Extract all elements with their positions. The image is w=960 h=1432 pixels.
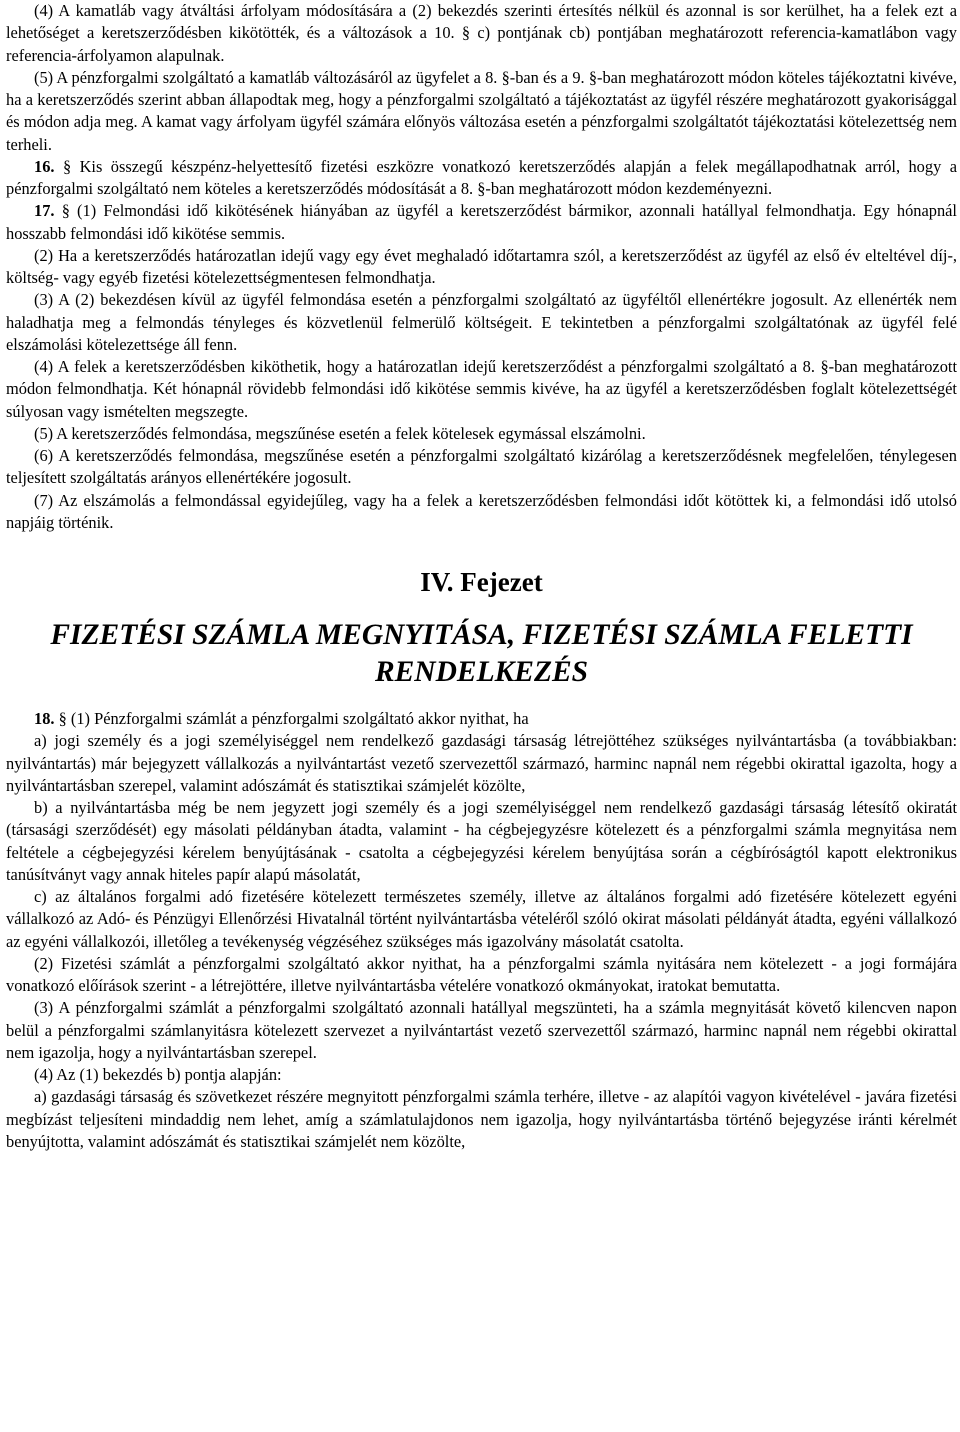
paragraph-text: b) a nyilvántartásba még be nem jegyzett jogi személy és a jogi személyiséggel nem rendelkező gazdasági társaság létesítő okiratát (társasági szerződését) egy másolati példányban átadta, valamint - ha cégbejegyzésre kötelezett és a pénzforgalmi számla megnyitása nem feltétele a cégbejegyzési kérelem benyújtásának - csatolta a cégbejegyzési kérelem benyújtása során a cégbíróságtól kapott elektronikus tanúsítványt vagy annak hiteles papír alapú másolatát, xyxy=(6,798,957,884)
paragraph xyxy=(6,490,957,535)
paragraph xyxy=(6,445,957,490)
paragraph xyxy=(6,953,957,998)
section-top xyxy=(6,0,957,534)
paragraph-text: (3) A pénzforgalmi számlát a pénzforgalmi szolgáltató azonnali hatállyal megszünteti, ha a számla megnyitását követő kilencven napon belül a pénzforgalmi számlanyitásra kötelezett szervezet a nyilvántartást vezető szervezettől származó, harminc napnál nem régebbi okirattal nem igazolja, hogy a nyilvántartásban szerepel. xyxy=(6,998,957,1062)
chapter-heading: IV. Fejezet xyxy=(420,567,543,597)
paragraph xyxy=(6,1064,957,1086)
paragraph xyxy=(6,997,957,1064)
paragraph xyxy=(6,245,957,290)
paragraph xyxy=(6,730,957,797)
paragraph xyxy=(6,200,957,245)
paragraph-text: (7) Az elszámolás a felmondással egyidejűleg, vagy ha a felek a keretszerződésben felmondási időt kötöttek ki, a felmondási idő utolsó napjáig történik. xyxy=(6,490,957,532)
paragraph xyxy=(6,356,957,423)
chapter-title: FIZETÉSI SZÁMLA MEGNYITÁSA, FIZETÉSI SZÁMLA FELETTI RENDELKEZÉS xyxy=(50,619,913,688)
paragraph-text: a) jogi személy és a jogi személyiséggel nem rendelkező gazdasági társaság létrejöttéhez szükséges nyilvántartásba (a továbbiakban: nyilvántartás) már bejegyzett vállalkozás a nyilvántartást vezető szervezettől származó, harminc napnál nem régebbi okirattal igazolta, hogy a nyilvántartásban szerepel, valamint adószámát és statisztikai számjelét közölte, xyxy=(6,731,957,795)
paragraph xyxy=(6,886,957,953)
paragraph-text: (5) A keretszerződés felmondása, megszűnése esetén a felek kötelesek egymással elszámolni. xyxy=(34,423,646,443)
paragraph-text: (5) A pénzforgalmi szolgáltató a kamatláb változásáról az ügyfelet a 8. §-ban és a 9. §-ban meghatározott módon köteles tájékoztatni kivéve, ha a keretszerződés szerint abban állapodtak meg, hogy a pénzforgalmi szolgáltató a tájékoztatást az ügyfél részére meghatározott gyakorisággal és módon adja meg. A kamat vagy árfolyam ügyfél számára előnyös változása esetén a pénzforgalmi szolgáltatót tájékoztatási kötelezettség nem terheli. xyxy=(6,67,957,154)
paragraph-text: § (1) Felmondási idő kikötésének hiányában az ügyfél a keretszerződést bármikor, azonnali hatállyal felmondhatja. Egy hónapnál hosszabb felmondási idő kikötése semmis. xyxy=(6,201,957,243)
paragraph-text: § Kis összegű készpénz-helyettesítő fizetési eszközre vonatkozó keretszerződés alapján a felek megállapodhatnak arról, hogy a pénzforgalmi szolgáltató nem köteles a keretszerződés módosítását a 8. §-ban meghatározott módon kezdeményezni. xyxy=(6,156,957,198)
paragraph xyxy=(6,67,957,156)
paragraph xyxy=(6,289,957,356)
paragraph xyxy=(6,156,957,201)
paragraph-text: (4) Az (1) bekezdés b) pontja alapján: xyxy=(34,1065,282,1084)
paragraph xyxy=(6,797,957,886)
section-number: 16. xyxy=(34,156,55,176)
paragraph-text: (6) A keretszerződés felmondása, megszűnése esetén a pénzforgalmi szolgáltató kizárólag a keretszerződésnek megfelelően, ténylegesen teljesített szolgáltatás arányos ellenértékére jogosult. xyxy=(6,446,957,488)
paragraph-text: (4) A felek a keretszerződésben kiköthetik, hogy a határozatlan idejű keretszerződést a pénzforgalmi szolgáltató a 8. §-ban meghatározott módon felmondhatja. Két hónapnál rövidebb felmondási idő kikötése semmis kivéve, ha az ügyfél a keretszerződésben foglalt kötelezettségét súlyosan vagy ismételten megszegte. xyxy=(6,357,957,421)
paragraph-text: (2) Fizetési számlát a pénzforgalmi szolgáltató akkor nyithat, ha a pénzforgalmi számla nyitására nem kötelezett - a jogi formájára vonatkozó előírások szerint - a létrejöttére, illetve nyilvántartásba vételére vonatkozó okmányokat, iratokat bemutatta. xyxy=(6,953,957,995)
section-number: 18. xyxy=(34,709,55,728)
paragraph xyxy=(6,423,957,445)
paragraph xyxy=(6,708,957,730)
paragraph-text: a) gazdasági társaság és szövetkezet részére megnyitott pénzforgalmi számla terhére, illetve - az alapítói vagyon kivételével - javára fizetési megbízást teljesíteni mindaddig nem lehet, amíg a számlatulajdonos nem igazolja, hogy nyilvántartásba történő bejegyzése iránti kérelmét benyújtotta, valamint adószámát és statisztikai számjelét nem közölte, xyxy=(6,1087,957,1151)
document-body xyxy=(6,0,957,1153)
section-number: 17. xyxy=(34,201,55,221)
paragraph-text: (3) A (2) bekezdésen kívül az ügyfél felmondása esetén a pénzforgalmi szolgáltató az ügyféltől ellenértékre jogosult. Az ellenérték nem haladhatja meg a felmondás tényleges és közvetlenül felmerülő költségeit. E tekintetben a pénzforgalmi szolgáltatónak az ügyfél felé elszámolási kötelezettsége áll fenn. xyxy=(6,290,957,354)
section-bottom xyxy=(6,708,957,1153)
paragraph-text: (4) A kamatláb vagy átváltási árfolyam módosítására a (2) bekezdés szerinti értesítés nélkül és azonnal is sor kerülhet, ha a felek ezt a lehetőséget a keretszerződésben kikötötték, és a változások a 10. § c) pontjának cb) pontjában meghatározott referencia-kamatlábon vagy referencia-árfolyamon alapulnak. xyxy=(6,1,957,65)
paragraph-text: § (1) Pénzforgalmi számlát a pénzforgalmi szolgáltató akkor nyithat, ha xyxy=(58,709,529,728)
paragraph-text: (2) Ha a keretszerződés határozatlan idejű vagy egy évet meghaladó időtartamra szól, a keretszerződést az ügyfél az első év elteltével díj-, költség- vagy egyéb fizetési kötelezettségmentesen felmondhatja. xyxy=(6,245,957,287)
paragraph xyxy=(6,1086,957,1153)
paragraph-text: c) az általános forgalmi adó fizetésére kötelezett természetes személy, illetve az általános forgalmi adó fizetésére kötelezett egyéni vállalkozó az Adó- és Pénzügyi Ellenőrzési Hivatalnál történt nyilvántartásba vételéről szóló okirat másolati példányát átadta, egyéni vállalkozó az egyéni vállalkozói, illetőleg a tevékenység végzéséhez szükséges más igazolvány másolatát csatolta. xyxy=(6,887,957,951)
paragraph xyxy=(6,0,957,67)
